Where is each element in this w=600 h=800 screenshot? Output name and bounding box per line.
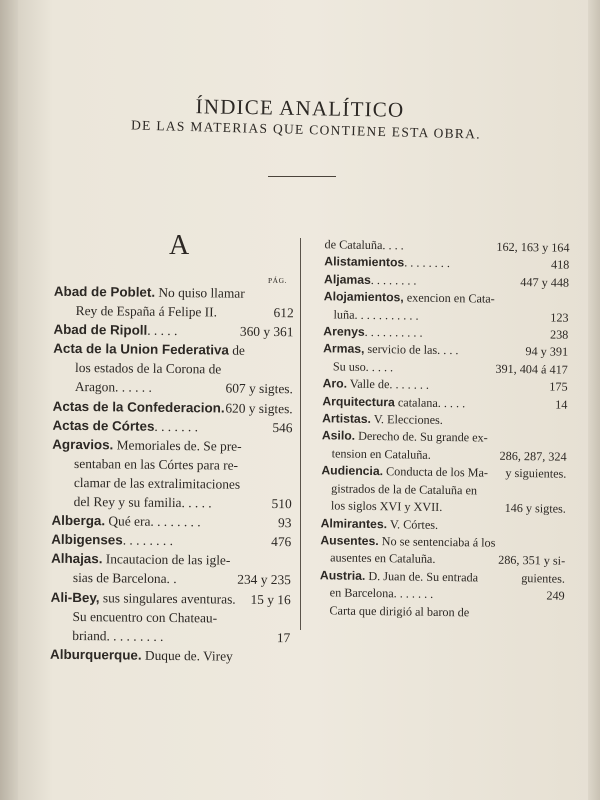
entry-heading: Almirantes. [320, 515, 388, 531]
entry-heading: Artistas. [322, 411, 372, 427]
index-entry [53, 339, 294, 399]
entry-text: . . . . . . . . [404, 255, 451, 271]
entry-text: Rey de España á Felipe II. [75, 303, 218, 320]
entry-line [53, 339, 293, 361]
entry-page-number: 162, 163 y 164 [496, 239, 570, 255]
entry-page-number: 612 [273, 305, 294, 321]
entry-text: sentaban en las Córtes para re- [74, 455, 239, 473]
entry-text: Duque de. Virey [141, 647, 233, 664]
entry-text: Conducta de los Ma- [382, 464, 489, 480]
entry-line [52, 415, 292, 437]
entry-page-number: 14 [555, 397, 568, 412]
entry-page-number: 17 [276, 629, 291, 645]
entry-text: sias de Barcelona. . [72, 570, 177, 587]
entry-heading: Alburquerque. [50, 646, 142, 663]
entry-line [51, 530, 291, 552]
entry-page-number: 286, 351 y si- [498, 553, 566, 569]
entry-heading: Abad de Poblet. [53, 283, 156, 300]
entry-page-number: 175 [549, 379, 568, 394]
entry-line [51, 511, 291, 533]
entry-page-number: 123 [550, 310, 569, 325]
entry-text: No quiso llamar [155, 284, 245, 301]
entry-heading: Actas de Córtes [52, 417, 155, 434]
entry-line [54, 282, 294, 304]
entry-text: Aragon. . . . . . [74, 379, 152, 396]
entry-heading: Arquitectura [322, 393, 395, 409]
entry-heading: Asilo. [321, 428, 356, 444]
entry-line [53, 396, 293, 418]
entry-line [52, 434, 292, 456]
entry-text: No se sentenciaba á los [378, 533, 496, 550]
entry-text: Memoriales de. Se pre- [113, 437, 242, 454]
entry-heading: Aro. [322, 376, 348, 391]
index-entry [323, 289, 568, 327]
entry-text: en Barcelona. . . . . . . [329, 585, 434, 601]
page-column-label: PÁG. [268, 276, 287, 285]
entry-text: . . . . . . . . . . [364, 324, 423, 340]
entry-page-number: 607 y sigtes. [225, 381, 293, 397]
entry-page-number: 94 y 391 [525, 344, 569, 360]
entry-text: Su uso. . . . . [332, 359, 394, 375]
entry-continuation [52, 454, 292, 476]
entry-text: V. Córtes. [386, 516, 439, 532]
column-divider [300, 238, 301, 630]
entry-text: Su encuentro con Chateau- [72, 608, 218, 626]
index-entry [323, 341, 568, 379]
entry-text: servicio de las. . . . [364, 342, 459, 358]
entry-heading: Alistamientos [324, 254, 405, 270]
entry-text: de [228, 342, 245, 359]
entry-heading: Abad de Ripoll [53, 321, 148, 338]
entry-line [51, 549, 291, 571]
entry-text: D. Juan de. Su entrada [365, 568, 479, 585]
entry-heading: Acta de la Union Federativa [53, 341, 230, 358]
entry-heading: Alberga. [51, 512, 106, 529]
entry-heading: Ausentes. [320, 533, 379, 548]
entry-text: Valle de. . . . . . . [346, 376, 430, 393]
entry-page-number: 447 y 448 [520, 274, 570, 290]
entry-text: Carta que dirigió al baron de [329, 602, 470, 619]
entry-heading: Armas, [323, 341, 365, 357]
right-column [319, 236, 569, 622]
entry-text: . . . . . . . . [370, 272, 417, 288]
entry-page-number: 510 [271, 496, 292, 512]
index-entry [52, 434, 293, 513]
section-letter: A [169, 230, 190, 261]
entry-continuation [51, 568, 291, 590]
entry-continuation [319, 602, 564, 623]
index-title: ÍNDICE ANALÍTICO [195, 94, 405, 122]
entry-page-number: 391, 404 á 417 [495, 361, 568, 377]
entry-page-number: 418 [550, 257, 570, 273]
index-entry [51, 530, 291, 552]
entry-text: los estados de la Corona de [75, 360, 222, 377]
entry-heading: Arenys [323, 324, 365, 339]
entry-text: Incautacion de las igle- [102, 551, 231, 568]
entry-continuation [53, 358, 293, 380]
entry-heading: Albigenses [51, 531, 123, 548]
entry-text: . . . . . [147, 322, 178, 339]
entry-line [53, 320, 293, 342]
entry-text: clamar de las extralimitaciones [73, 474, 241, 492]
index-entry [54, 282, 294, 323]
entry-page-number: 476 [271, 534, 292, 550]
entry-heading: Austria. [319, 567, 366, 583]
entry-heading: Aljamas [323, 272, 371, 287]
index-subtitle: DE LAS MATERIAS QUE CONTIENE ESTA OBRA. [130, 117, 482, 142]
entry-page-number: 93 [278, 515, 292, 531]
title-divider [268, 176, 336, 177]
index-entry [53, 396, 293, 418]
entry-text: Derecho de. Su grande ex- [354, 429, 488, 446]
entry-heading: Ali-Bey, [50, 589, 100, 605]
entry-text: luña. . . . . . . . . . . [333, 307, 419, 323]
entry-continuation [50, 625, 290, 647]
left-column [50, 282, 294, 666]
entry-continuation [52, 473, 292, 495]
entry-text: exencion en Cata- [403, 290, 495, 306]
entry-line [50, 645, 290, 667]
entry-text: tension en Cataluña. [331, 446, 431, 462]
entry-page-number: guientes. [521, 570, 566, 586]
entry-text: ausentes en Cataluña. [330, 550, 436, 567]
entry-page-number: 234 y 235 [237, 572, 291, 588]
entry-heading: Alhajas. [51, 551, 103, 567]
entry-page-number: 238 [549, 327, 569, 342]
entry-page-number: 146 y sigtes. [504, 500, 567, 516]
entry-heading: Agravios. [52, 436, 114, 453]
entry-text: del Rey y su familia. . . . . [73, 494, 212, 511]
index-entry [53, 320, 293, 342]
entry-page-number: 249 [546, 588, 565, 603]
entry-text: . . . . . . . [154, 418, 199, 434]
index-entry [52, 415, 292, 437]
entry-text: V. Elecciones. [370, 412, 443, 428]
index-entry [51, 511, 291, 533]
entry-text: de Cataluña. . . . [324, 237, 404, 253]
entry-text: gistrados de la de Cataluña en [331, 481, 478, 498]
book-spine [0, 0, 18, 800]
entry-line [51, 587, 291, 609]
entry-page-number: 546 [272, 419, 293, 435]
index-entry [51, 549, 291, 590]
entry-continuation [53, 377, 293, 399]
entry-heading: Actas de la Confederacion. [52, 398, 225, 416]
index-entry [50, 645, 290, 667]
entry-continuation [50, 606, 290, 628]
entry-continuation [54, 301, 294, 323]
index-entry [50, 587, 291, 647]
entry-page-number: 620 y sigtes. [225, 400, 293, 416]
entry-page-number: 360 y 361 [239, 323, 294, 340]
entry-page-number: 286, 287, 324 [499, 448, 567, 464]
entry-text: catalana. . . . . [394, 394, 466, 410]
entry-text: sus singulares aventuras. [99, 589, 236, 607]
entry-text: briand. . . . . . . . . [72, 627, 164, 644]
entry-heading: Audiencia. [321, 463, 384, 479]
entry-heading: Alojamientos, [323, 289, 404, 305]
entry-text: . . . . . . . . [122, 532, 174, 549]
entry-text: los siglos XVI y XVII. [330, 498, 443, 515]
entry-page-number: y siguientes. [505, 466, 567, 481]
entry-text: Qué era. . . . . . . . [105, 513, 201, 530]
entry-page-number: 15 y 16 [250, 591, 291, 607]
entry-continuation [52, 492, 292, 514]
